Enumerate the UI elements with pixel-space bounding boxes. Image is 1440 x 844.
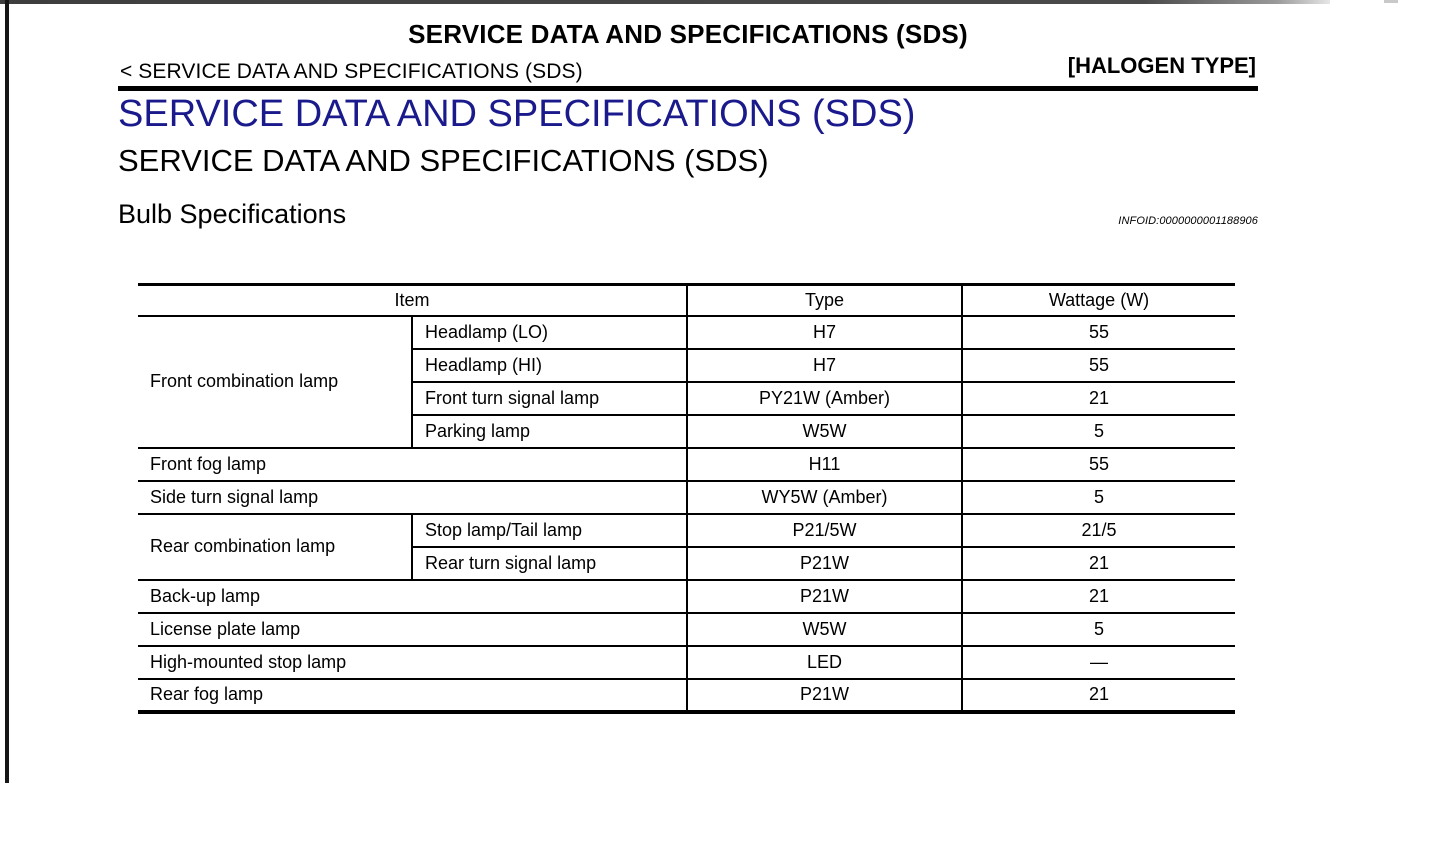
type-cell: WY5W (Amber) [687, 481, 962, 514]
type-cell: H7 [687, 316, 962, 349]
bulb-specifications-heading: Bulb Specifications [118, 199, 347, 229]
header-divider [118, 86, 1258, 91]
page-title: SERVICE DATA AND SPECIFICATIONS (SDS) [408, 19, 968, 49]
type-cell: P21W [687, 679, 962, 712]
type-cell: H7 [687, 349, 962, 382]
breadcrumb[interactable]: < SERVICE DATA AND SPECIFICATIONS (SDS) [120, 60, 583, 83]
table-row [138, 646, 1235, 679]
item-cell: Rear fog lamp [138, 679, 687, 712]
wattage-cell: 21 [962, 580, 1235, 613]
wattage-cell: 55 [962, 316, 1235, 349]
type-cell: P21W [687, 580, 962, 613]
col-header-item: Item [138, 285, 687, 316]
wattage-cell: 21/5 [962, 514, 1235, 547]
bulb-spec-table [138, 283, 1235, 714]
wattage-cell: 55 [962, 349, 1235, 382]
item-sub-cell: Headlamp (LO) [412, 316, 687, 349]
page-content [118, 0, 1258, 844]
section-heading-secondary: SERVICE DATA AND SPECIFICATIONS (SDS) [118, 143, 769, 178]
type-cell: P21W [687, 547, 962, 580]
wattage-cell: 21 [962, 547, 1235, 580]
table-row [138, 514, 1235, 547]
table-row [138, 448, 1235, 481]
item-cell: Side turn signal lamp [138, 481, 687, 514]
item-cell: Back-up lamp [138, 580, 687, 613]
wattage-cell: 5 [962, 415, 1235, 448]
wattage-cell: 21 [962, 679, 1235, 712]
table-row [138, 316, 1235, 349]
wattage-cell: 55 [962, 448, 1235, 481]
col-header-wattage: Wattage (W) [962, 285, 1235, 316]
variant-label: [HALOGEN TYPE] [1067, 53, 1256, 78]
type-cell: W5W [687, 415, 962, 448]
section-heading-primary: SERVICE DATA AND SPECIFICATIONS (SDS) [118, 93, 916, 135]
item-group-cell: Front combination lamp [138, 316, 412, 448]
table-row [138, 481, 1235, 514]
type-cell: P21/5W [687, 514, 962, 547]
wattage-cell: 21 [962, 382, 1235, 415]
wattage-cell: 5 [962, 613, 1235, 646]
col-header-type: Type [687, 285, 962, 316]
item-sub-cell: Rear turn signal lamp [412, 547, 687, 580]
item-sub-cell: Headlamp (HI) [412, 349, 687, 382]
item-cell: License plate lamp [138, 613, 687, 646]
wattage-cell: — [962, 646, 1235, 679]
table-row [138, 580, 1235, 613]
item-sub-cell: Stop lamp/Tail lamp [412, 514, 687, 547]
item-cell: Front fog lamp [138, 448, 687, 481]
wattage-cell: 5 [962, 481, 1235, 514]
type-cell: PY21W (Amber) [687, 382, 962, 415]
type-cell: LED [687, 646, 962, 679]
infoid-label: INFOID:0000000001188906 [1118, 215, 1258, 227]
table-row [138, 679, 1235, 712]
item-cell: High-mounted stop lamp [138, 646, 687, 679]
item-sub-cell: Parking lamp [412, 415, 687, 448]
type-cell: W5W [687, 613, 962, 646]
window-top-edge-artifact [1384, 0, 1398, 3]
table-row [138, 613, 1235, 646]
item-sub-cell: Front turn signal lamp [412, 382, 687, 415]
window-left-edge [5, 0, 9, 783]
item-group-cell: Rear combination lamp [138, 514, 412, 580]
table-header-row [138, 285, 1235, 316]
type-cell: H11 [687, 448, 962, 481]
